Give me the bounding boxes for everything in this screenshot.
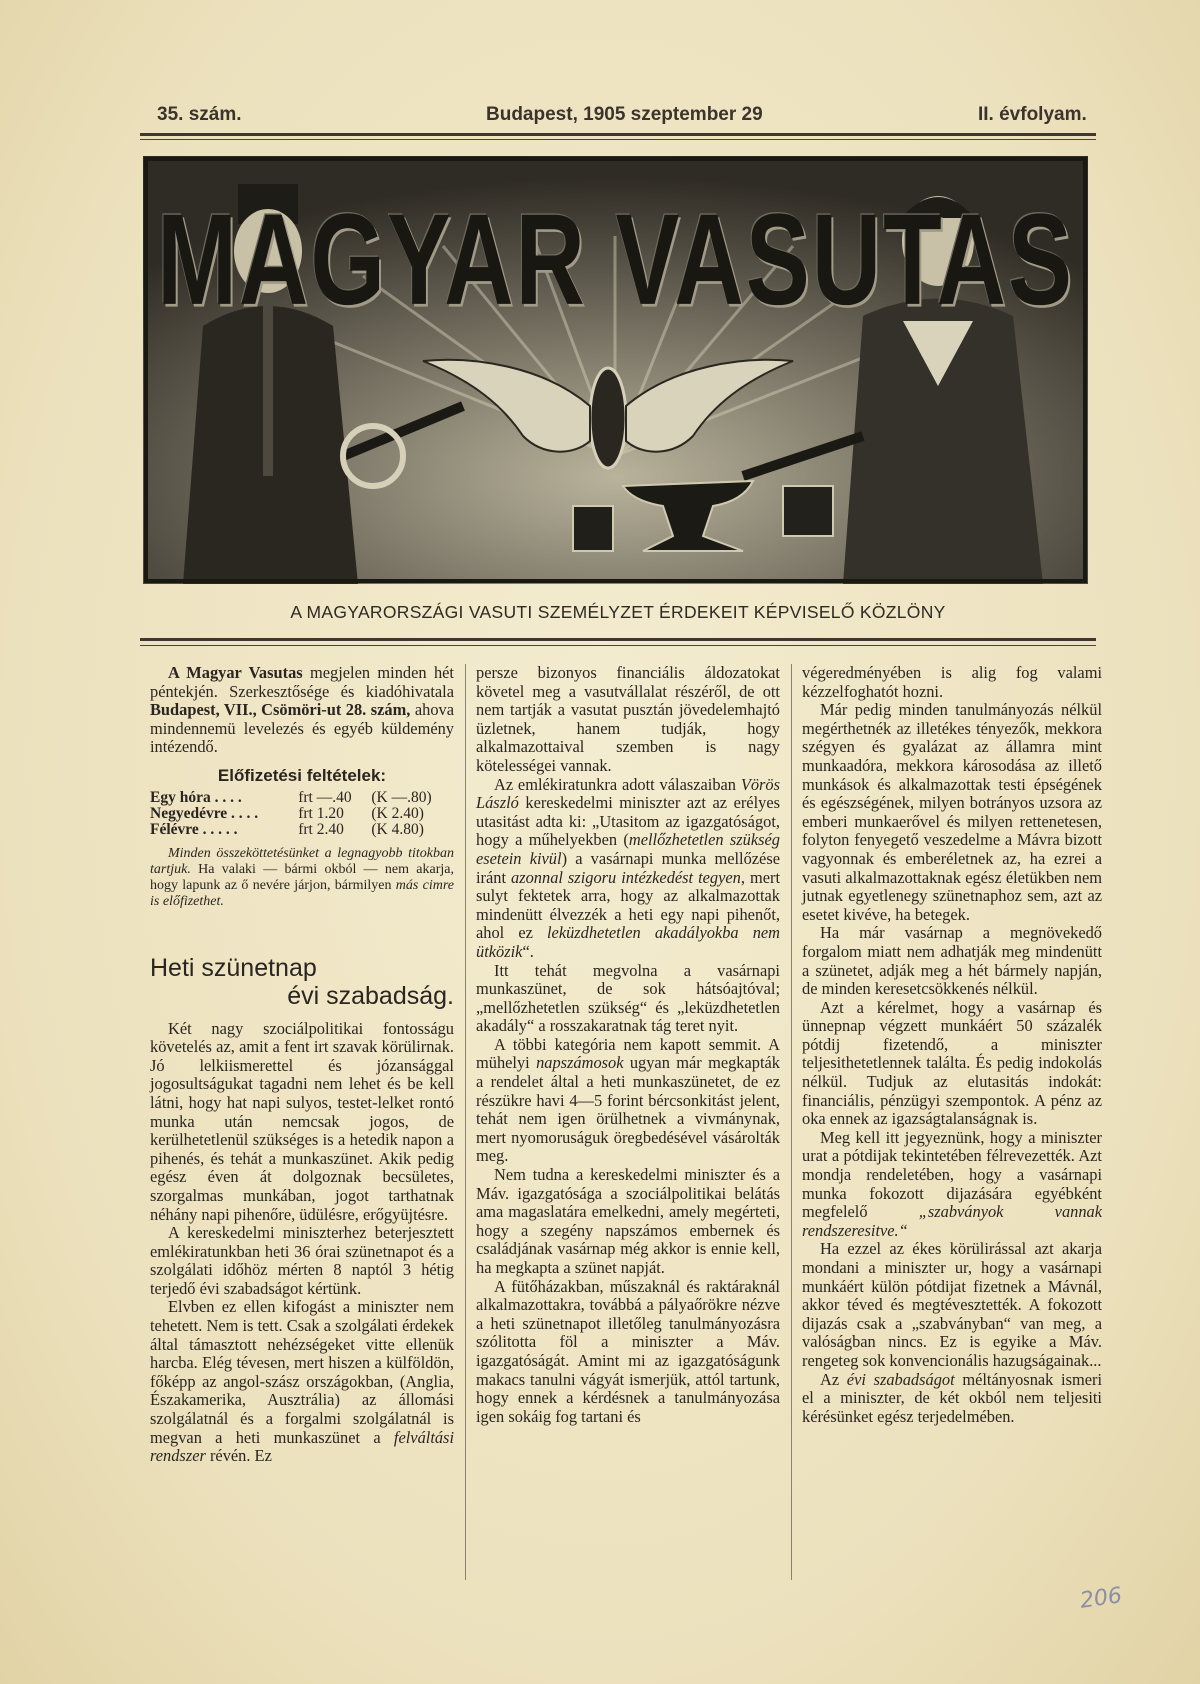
issue-number: 35. szám. — [157, 104, 242, 125]
paragraph: A többi kategória nem kapott semmit. A mühelyi napszámosok ugyan már megkapták a rendelet által a heti munkaszünetet, de ez részükre havi 4—5 forint bércsonkitást jelent, tehát nem igen örülhetnek a vivmánynak, mert nyomoruságuk öregbedésével vásárolták meg. — [476, 1034, 780, 1166]
table-row: Egy hóra . . . . frt —.40 (K —.80) — [150, 788, 432, 806]
publisher-text: ahova mindennemü levelezés és egyéb küldemény intézendő. — [150, 700, 455, 757]
column-divider — [465, 664, 466, 1580]
paragraph: Az emlékiratunkra adott válaszaiban Vörös László kereskedelmi miniszter azt az erélyes utasitást adta ki: „Utasitom az igazgatóságot, hogy a műhelyekben (mellőzhetetlen szükség esetein kivül) a vasárnapi munka mellőzése iránt azonnal szigoru intézkedést tegyen, mert sulyt fektetek arra, hogy az alkalmazottak mindenütt élvezzék a heti egy napi pihenőt, ahol ez leküzdhetetlen akadályokba nem ütközik“. — [476, 774, 781, 961]
paragraph: A kereskedelmi miniszterhez beterjesztett emlékiratunkban heti 36 órai szünetnapot és a szolgálati időhöz mérten 8 naptól 3 hétig terjedő évi szabadságot kértünk. — [150, 1223, 454, 1298]
paragraph: Meg kell itt jegyeznünk, hogy a miniszter urat a pótdijak tekintetében félrevezették. Azt mondja rendeletében, hogy a vasárnapi munka fokozott dijazására egyébként megfelelő „szabványok vannak rendszeresitve.“ — [802, 1127, 1102, 1240]
paragraph: Elvben ez ellen kifogást a miniszter nem tehetett. Nem is tett. Csak a szolgálati érdekek által támasztott nehézségeket vitte ellenük harcba. Elég tévesen, mert hiszen a külföldön, főképp az angol-szász országokban, (Anglia, Északamerika, Ausztrália) az állomási szolgálatnál és a forgalmi szolgálatnál is megvan a heti munkaszünet a felváltási rendszer révén. Ez — [150, 1297, 454, 1466]
paragraph: Ha ezzel az ékes körülirással azt akarja mondani a miniszter ur, hogy a vasárnapi munkáért külön pótdijat fizetnek a Mávnál, akkor téved és megtévesztették. A fokozott dijazás csak a „szabványban“ van meg, a valóságban nincs. Ez is egyike a Máv. rengeteg sok konvencionális hazugságainak... — [802, 1239, 1102, 1370]
publisher-text: megjelen minden hét péntekjén. Szerkesztősége és kiadóhivatala — [150, 663, 454, 701]
paragraph: végeredményében is alig fog valami kézzelfoghatót hozni. — [802, 663, 1102, 701]
article-headline: évi szabadság. — [287, 981, 454, 1010]
subtitle-rule-thin — [140, 645, 1096, 646]
subscription-table — [150, 790, 454, 838]
subscription-heading: Előfizetési feltételek: — [217, 765, 387, 785]
paragraph: Két nagy szociálpolitikai fontosságu követelés az, amit a fent irt szavak körülirnak. Jó lelkiismerettel és józansággal jogosultságukat tagadni nem lehet és be kell látni, hogy hat napi sulyos, testet-lelket rontó munka után nemcsak jogos, de kerülhetetlenül szükséges is a hetedik napon a pihenés, és tehát a munkaszünet. Akik pedig egész éven át dolgoznak becsületes, szorgalmas munkában, jogot tarthatnak néhány napi pihenőre, üdülésre, erőgyüjtésre. — [150, 1018, 454, 1224]
publisher-address: Budapest, VII., Csömöri-ut 28. szám, — [150, 700, 411, 720]
volume: II. évfolyam. — [978, 104, 1087, 125]
masthead-banner — [143, 156, 1088, 584]
paragraph: Ha már vasárnap a megnövekedő forgalom miatt nem adhatják meg mindenütt a szünetet, adják meg a hét bármely napján, de minden keresetcsökkenés nélkül. — [802, 923, 1102, 999]
subscription-note: Minden összeköttetésünket a legnagyobb titokban tartjuk. Ha valaki — bármi okból — nem akarja, hogy lapunk az ő nevére járjon, bármilyen más cimre is előfizethet. — [150, 845, 455, 909]
table-row: Negyedévre . . . . frt 1.20 (K 2.40) — [150, 804, 424, 822]
paragraph: Azt a kérelmet, hogy a vasárnap és ünnepnap végzett munkáért 50 százalék pótdij fizetendő, a miniszter teljesithetetlennek találta. És pedig indokolás nélkül. Tudjuk az elutasitás indokát: financiális, pénzügyi szempontok. A pénz az oka ennek az igazságtalanságnak is. — [802, 997, 1102, 1129]
paragraph: Már pedig minden tanulmányozás nélkül megérthetnék az illetékes tényezők, mekkora szégyen és gyalázat az államra mint munkaadóra, mekkora károsodása az illető munkások és alkalmazottak testi épségének és egészségének, milyen botrányos uzsora az emberi munkaerővel és milyen rettenetesen, folyton fenyegető veszedelme a Mávra bizott vagyonnak és emberéletnek az, ha ezrei a vasuti alkalmazottaknak egész életükben nem jutnak egyetlenegy szünetnaphoz sem, azt az esetet kivéve, ha betegek. — [802, 700, 1102, 924]
paragraph: Nem tudna a kereskedelmi miniszter és a Máv. igazgatósága a szociálpolitikai belátás ama magaslatára emelkedni, amely megérteti, hogy a szegény napszámos embernek és családjának vasárnap még akkor is ennie kell, ha megkapta a szünet napját. — [476, 1165, 780, 1277]
column-divider — [791, 664, 792, 1580]
subtitle-rule — [140, 638, 1096, 641]
column-3 — [802, 664, 1102, 1426]
article-headline: Heti szünetnap — [150, 953, 317, 982]
handwritten-page-number: 206 — [1078, 1583, 1124, 1614]
paragraph: persze bizonyos financiális áldozatokat követel meg a vasutvállalat részéről, de ott nem tartják a vasutat pusztán jövedelemhajtó üzletnek, hanem tudják, hogy alkalmazottaival szemben is nagy kötelességei vannak. — [476, 663, 780, 775]
column-2 — [476, 664, 780, 1426]
table-row: Félévre . . . . . frt 2.40 (K 4.80) — [150, 820, 424, 838]
column-1 — [150, 664, 454, 1466]
header-rule — [140, 133, 1096, 136]
publisher-note — [150, 664, 454, 757]
paragraph: Itt tehát megvolna a vasárnapi munkaszünet, de sok hátsóajtóval; „mellőzhetetlen szükség“ és „leküzdhetetlen akadály“ a rosszakaratnak tág teret nyit. — [476, 960, 780, 1036]
masthead-title: MAGYAR VASUTAS — [157, 187, 1074, 333]
paragraph: A fütőházakban, műszaknál és raktáraknál alkalmazottakra, továbbá a pályaőrökre nézve a heti szünetnapot illetőleg tanulmányozásra szólitotta föl a miniszter a Máv. igazgatóságát. Amint mi az igazgatóságunk makacs tanulni vágyát ismerjük, attól tartunk, hogy ennek a kérdésnek a tanulmányozása igen sokáig fog tartani és — [476, 1276, 780, 1426]
paper-name: A Magyar Vasutas — [168, 663, 303, 682]
header-rule-thin — [140, 139, 1096, 140]
paragraph: Az évi szabadságot méltányosnak ismeri el a miniszter, de két okból nem teljesiti kérésünket egész terjedelmében. — [802, 1369, 1102, 1426]
place-date: Budapest, 1905 szeptember 29 — [486, 104, 763, 125]
masthead-subtitle: A MAGYARORSZÁGI VASUTI SZEMÉLYZET ÉRDEKEIT KÉPVISELŐ KÖZLÖNY — [290, 602, 946, 622]
